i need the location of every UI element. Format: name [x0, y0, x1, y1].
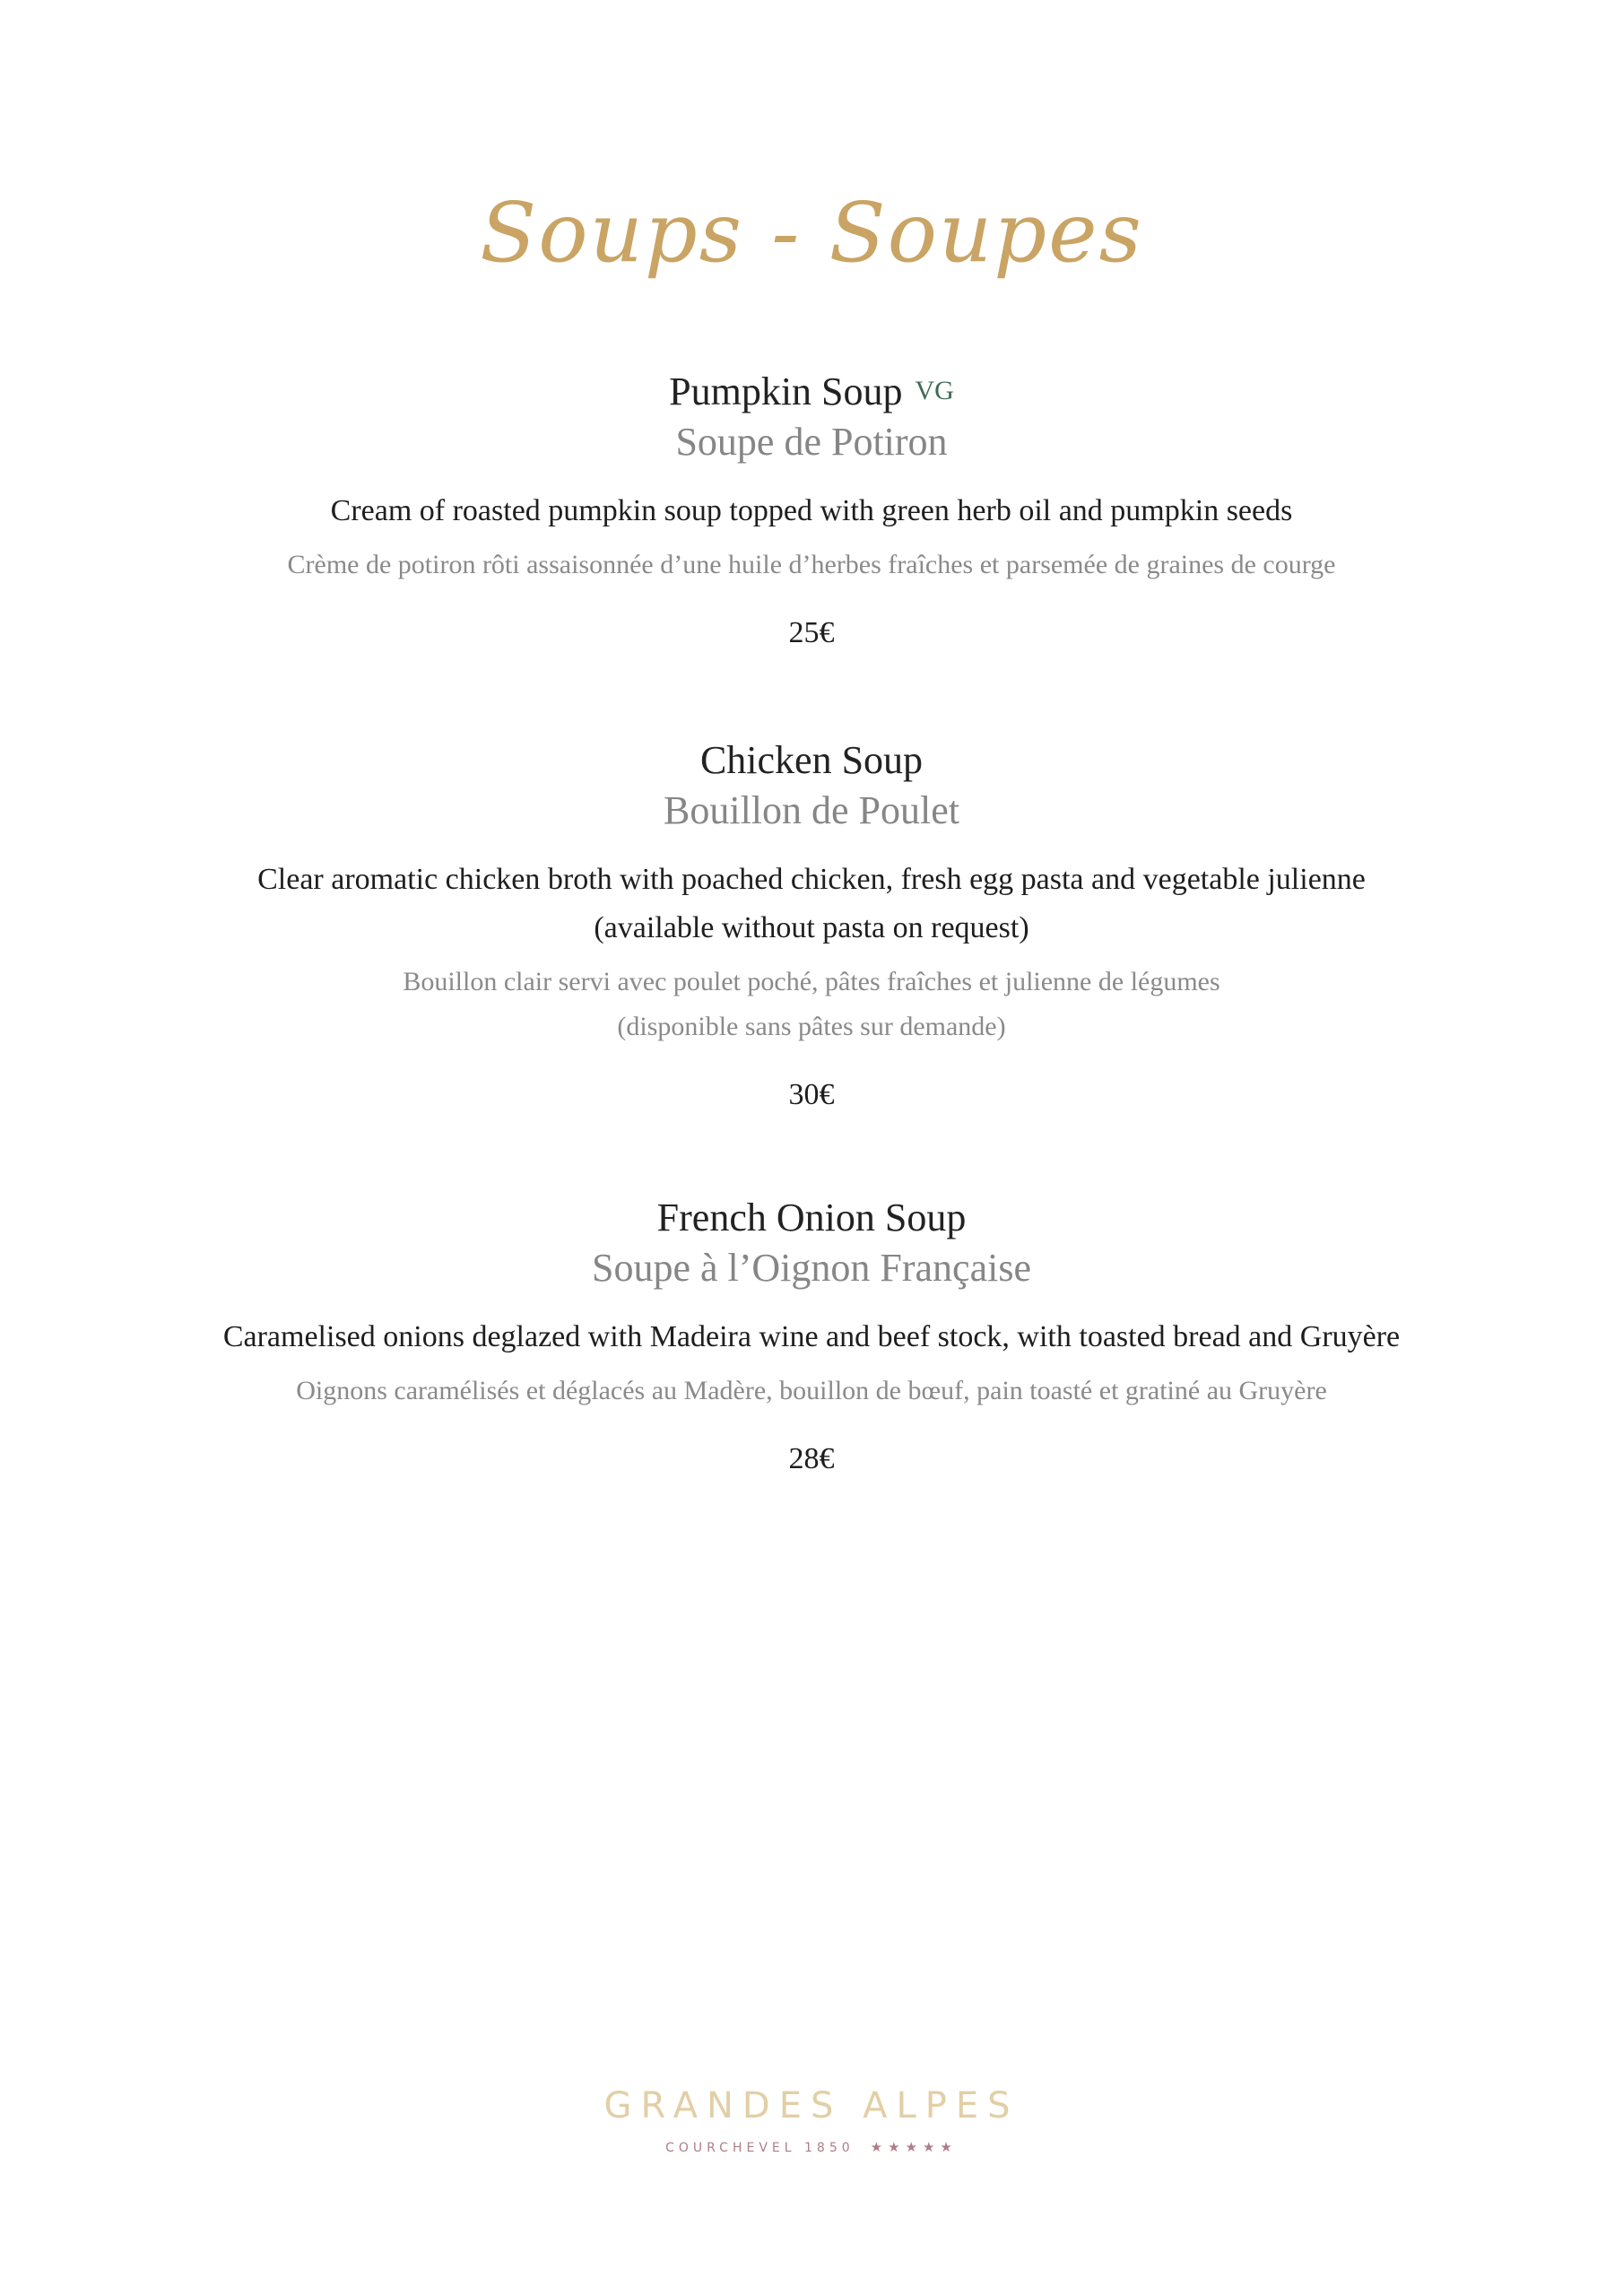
logo-location: COURCHEVEL 1850 — [665, 2141, 855, 2155]
item-name-fr: Soupe à l’Oignon Française — [592, 1246, 1031, 1290]
menu-item-french-onion-soup — [0, 1193, 1623, 1482]
item-description-en — [0, 856, 1623, 952]
item-description-fr: Oignons caramélisés et déglacés au Madère, bouillon de bœuf, pain toasté et gratiné au Gruyère — [296, 1376, 1327, 1405]
item-price: 30€ — [788, 1078, 835, 1111]
item-description-en: Cream of roasted pumpkin soup topped with green herb oil and pumpkin seeds — [330, 494, 1293, 527]
page-title: Soups - Soupes — [480, 185, 1143, 281]
description-line: Bouillon clair servi avec poulet poché, pâtes fraîches et julienne de légumes — [403, 967, 1220, 996]
item-description-fr: Crème de potiron rôti assaisonnée d’une huile d’herbes fraîches et parsemée de graines de courge — [287, 550, 1336, 579]
menu-item-chicken-soup — [0, 735, 1623, 1118]
logo-subline — [0, 2135, 1623, 2161]
description-note: (available without pasta on request) — [594, 911, 1029, 944]
hotel-logo — [0, 2081, 1623, 2161]
item-name-en: Pumpkin Soup VG — [669, 370, 954, 413]
item-name-en: French Onion Soup — [656, 1196, 967, 1239]
item-description-fr — [0, 960, 1623, 1049]
item-name-fr: Bouillon de Poulet — [664, 788, 959, 832]
star-rating-icon: ★★★★★ — [870, 2139, 958, 2155]
vegan-badge: VG — [915, 376, 954, 405]
item-name-fr: Soupe de Potiron — [675, 420, 948, 464]
item-description-en: Caramelised onions deglazed with Madeira wine and beef stock, with toasted bread and Gruyère — [222, 1320, 1401, 1353]
item-name-en: Chicken Soup — [699, 738, 924, 782]
menu-item-pumpkin-soup — [0, 366, 1623, 656]
item-price: 28€ — [788, 1442, 835, 1475]
description-line: Clear aromatic chicken broth with poached chicken, fresh egg pasta and vegetable julienne — [257, 863, 1366, 896]
description-note: (disponible sans pâtes sur demande) — [617, 1012, 1006, 1041]
logo-brand-name: GRANDES ALPES — [603, 2085, 1020, 2126]
item-price: 25€ — [788, 616, 835, 649]
